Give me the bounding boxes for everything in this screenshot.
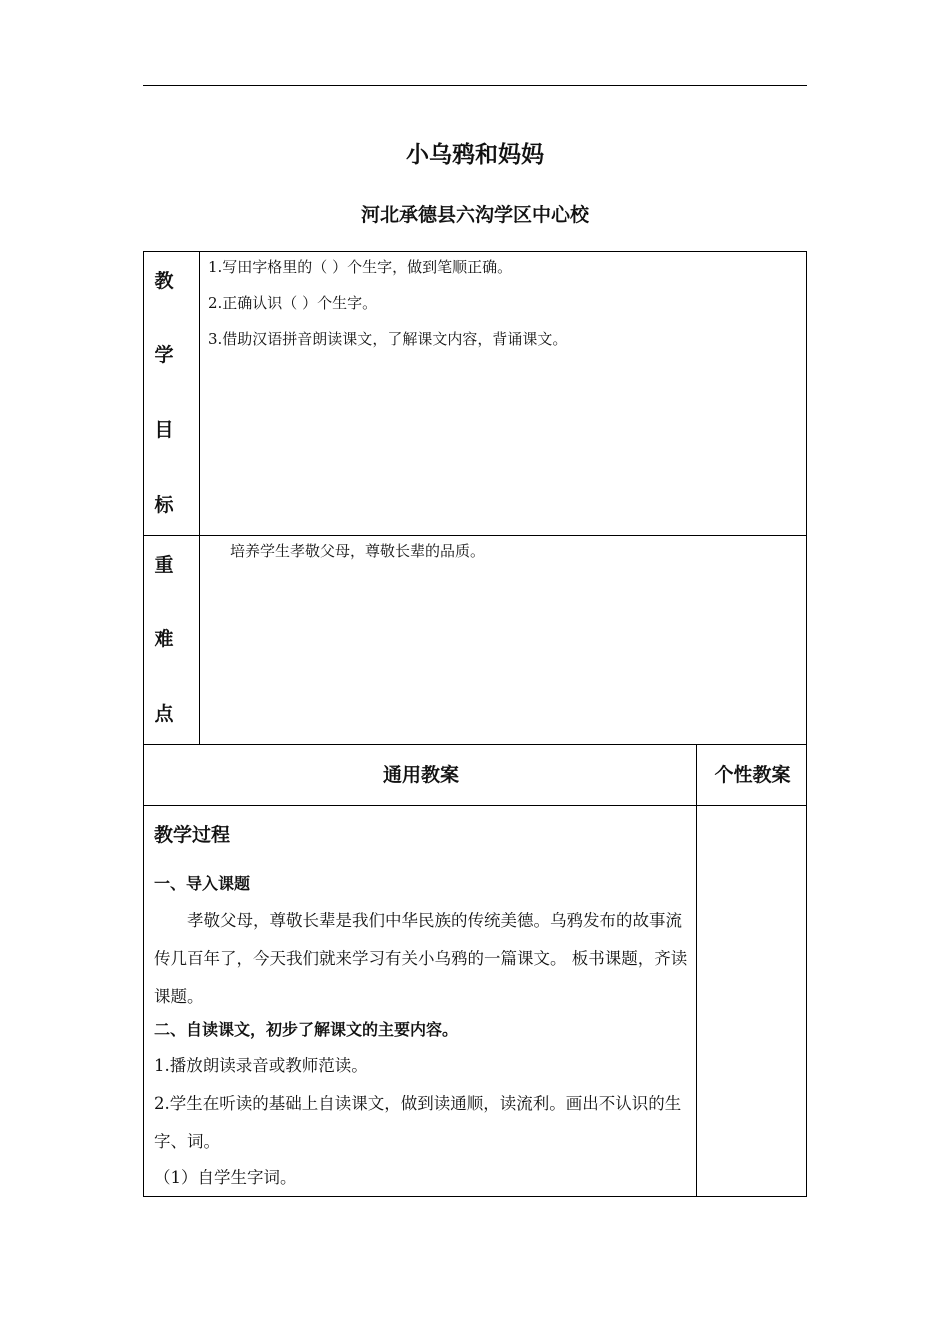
step-item: 2.学生在听读的基础上自读课文，做到读通顺，读流利。画出不认识的生字、词。 bbox=[154, 1094, 682, 1151]
key-points-label-char: 重 bbox=[154, 554, 174, 576]
objective-item: 2.正确认识（ ）个生字。 bbox=[208, 294, 378, 312]
objectives-label-char: 学 bbox=[154, 344, 174, 366]
step-subitem: （1）自学生字词。 bbox=[154, 1168, 297, 1187]
key-points-label-char: 点 bbox=[154, 703, 174, 725]
step-item: 1.播放朗读录音或教师范读。 bbox=[154, 1056, 368, 1075]
header-rule bbox=[143, 85, 807, 86]
personal-plan-header-cell bbox=[696, 744, 807, 806]
document-title: 小乌鸦和妈妈 bbox=[406, 142, 544, 168]
process-heading: 教学过程 bbox=[154, 824, 231, 846]
personal-plan-header: 个性教案 bbox=[714, 764, 791, 786]
key-points-label-cell bbox=[143, 535, 200, 745]
key-points-label-char: 难 bbox=[154, 628, 174, 650]
objective-item: 1.写田字格里的（ ）个生字，做到笔顺正确。 bbox=[208, 258, 513, 276]
general-plan-header: 通用教案 bbox=[382, 764, 459, 786]
objectives-label-cell bbox=[143, 251, 200, 536]
section-title: 一、导入课题 bbox=[154, 874, 251, 893]
objectives-label-char: 标 bbox=[154, 494, 174, 516]
school-name: 河北承德县六沟学区中心校 bbox=[360, 204, 589, 226]
objectives-label-char: 目 bbox=[154, 419, 174, 441]
section-paragraph: 孝敬父母，尊敬长辈是我们中华民族的传统美德。乌鸦发布的故事流传几百年了，今天我们就来学习有关小乌鸦的一篇课文。 板书课题，齐读课题。 bbox=[154, 911, 688, 1006]
objective-item: 3.借助汉语拼音朗读课文，了解课文内容，背诵课文。 bbox=[208, 330, 568, 348]
general-plan-header-cell bbox=[143, 744, 697, 806]
objectives-content-cell bbox=[199, 251, 807, 536]
key-points-text: 培养学生孝敬父母，尊敬长辈的品质。 bbox=[230, 542, 486, 560]
key-points-content-cell bbox=[199, 535, 807, 745]
section-title: 二、自读课文，初步了解课文的主要内容。 bbox=[154, 1020, 459, 1039]
objectives-label-char: 教 bbox=[154, 270, 174, 292]
general-plan-content-cell bbox=[143, 805, 697, 1197]
personal-plan-content-cell bbox=[696, 805, 807, 1197]
